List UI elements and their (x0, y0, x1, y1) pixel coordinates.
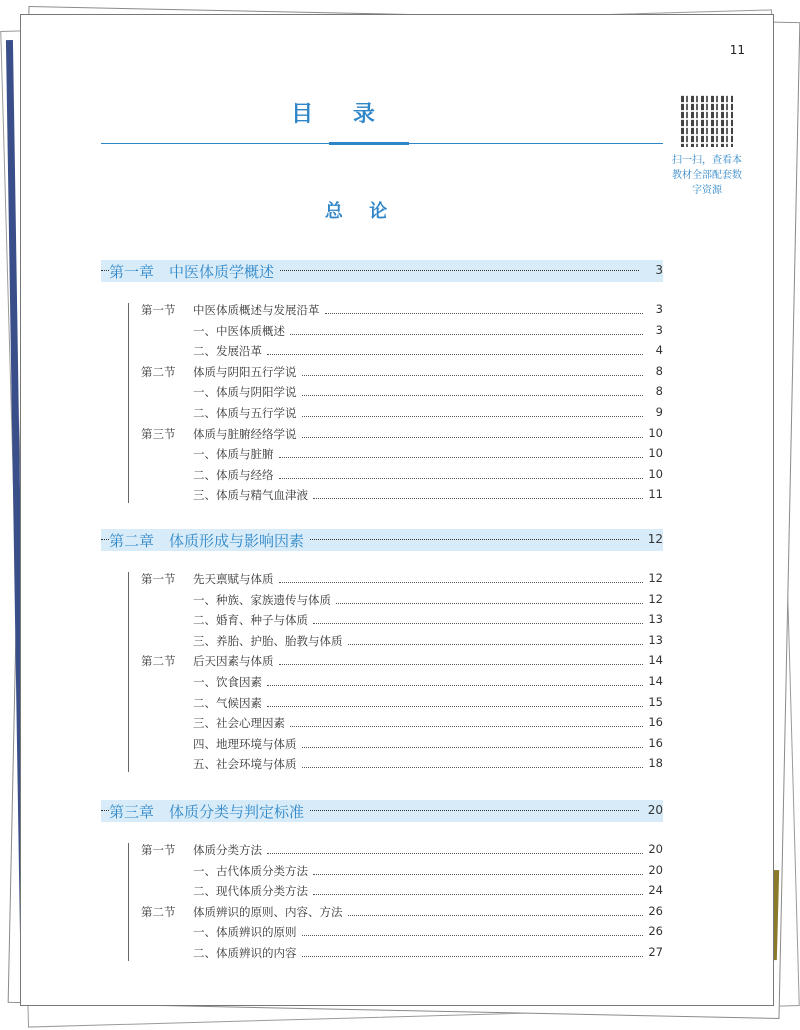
toc-subsection-entry[interactable] (141, 612, 663, 630)
entry-title: 一、体质辨识的原则 (193, 924, 302, 940)
leader-dots (279, 457, 644, 458)
leader-dots (302, 747, 644, 748)
qr-caption: 扫一扫，查看本教材全部配套数字资源 (672, 155, 742, 196)
entry-page: 14 (645, 653, 663, 667)
entry-page: 10 (645, 467, 663, 481)
section-bracket (128, 572, 129, 772)
toc-subsection-entry[interactable] (141, 487, 663, 505)
chapter-title: 第三章 体质分类与判定标准 (109, 801, 310, 822)
entry-title: 一、体质与脏腑 (193, 446, 279, 462)
chapter-2-heading[interactable] (101, 529, 663, 551)
section-bracket (128, 843, 129, 961)
leader-dots (302, 935, 644, 936)
entry-page: 16 (645, 715, 663, 729)
leader-dots (267, 853, 643, 854)
leader-dots (325, 313, 644, 314)
toc-subsection-entry[interactable] (141, 883, 663, 901)
toc-subsection-entry[interactable] (141, 924, 663, 942)
entry-title: 中医体质概述与发展沿革 (193, 302, 325, 318)
toc-subsection-entry[interactable] (141, 715, 663, 733)
entry-title: 先天禀赋与体质 (193, 571, 279, 587)
leader-dots (290, 726, 643, 727)
leader-dots (336, 603, 643, 604)
chapter-1-heading[interactable] (101, 260, 663, 282)
entry-title: 二、现代体质分类方法 (193, 883, 313, 899)
entry-page: 20 (645, 863, 663, 877)
leader-dots (279, 582, 644, 583)
leader-dots (348, 915, 644, 916)
qr-code-icon[interactable] (681, 95, 733, 147)
entry-title: 二、气候因素 (193, 695, 267, 711)
section-bracket (128, 303, 129, 503)
toc-subsection-entry[interactable] (141, 467, 663, 485)
chapter-page: 3 (651, 263, 663, 277)
entry-title: 三、体质与精气血津液 (193, 487, 313, 503)
toc-section-entry[interactable] (141, 571, 663, 589)
chapter-title: 第一章 中医体质学概述 (109, 261, 280, 282)
entry-title: 四、地理环境与体质 (193, 736, 302, 752)
entry-page: 15 (645, 695, 663, 709)
leader-dots (302, 375, 644, 376)
section-label: 第三节 (141, 426, 176, 441)
leader-dots (267, 685, 643, 686)
toc-subsection-entry[interactable] (141, 945, 663, 963)
toc-section-entry[interactable] (141, 364, 663, 382)
toc-subsection-entry[interactable] (141, 736, 663, 754)
leader-dots (302, 437, 644, 438)
toc-section-entry[interactable] (141, 302, 663, 320)
entry-title: 体质辨识的原则、内容、方法 (193, 904, 348, 920)
toc-subsection-entry[interactable] (141, 343, 663, 361)
toc-subsection-entry[interactable] (141, 674, 663, 692)
toc-page (20, 14, 774, 1006)
entry-title: 三、养胎、护胎、胎教与体质 (193, 633, 348, 649)
leader-dots (302, 767, 644, 768)
entry-page: 8 (653, 384, 663, 398)
section-label: 第一节 (141, 843, 176, 857)
chapter-page: 20 (644, 803, 663, 817)
leader-dots (302, 395, 644, 396)
section-label: 第二节 (141, 654, 176, 669)
leader-dots (348, 644, 644, 645)
entry-title: 一、中医体质概述 (193, 323, 290, 339)
entry-page: 11 (645, 487, 663, 501)
leader-dots (302, 956, 644, 957)
entry-page: 27 (645, 945, 663, 959)
leader-dots (313, 894, 643, 895)
entry-title: 二、体质辨识的内容 (193, 945, 302, 961)
entry-title: 体质与脏腑经络学说 (193, 426, 302, 442)
leader-dots (313, 874, 643, 875)
entry-title: 一、种族、家族遗传与体质 (193, 592, 336, 608)
toc-subsection-entry[interactable] (141, 405, 663, 423)
entry-title: 体质与阴阳五行学说 (193, 364, 302, 380)
entry-page: 12 (645, 592, 663, 606)
toc-subsection-entry[interactable] (141, 695, 663, 713)
entry-title: 三、社会心理因素 (193, 715, 290, 731)
entry-page: 26 (645, 924, 663, 938)
entry-page: 24 (645, 883, 663, 897)
entry-page: 14 (645, 674, 663, 688)
leader-dots (302, 416, 644, 417)
toc-section-entry[interactable] (141, 842, 663, 860)
entry-title: 二、婚育、种子与体质 (193, 612, 313, 628)
section-label: 第一节 (141, 303, 176, 317)
leader-dots (267, 706, 643, 707)
entry-title: 一、体质与阴阳学说 (193, 384, 302, 400)
entry-title: 二、体质与五行学说 (193, 405, 302, 421)
entry-page: 13 (645, 612, 663, 626)
toc-subsection-entry[interactable] (141, 446, 663, 464)
leader-dots (267, 354, 643, 355)
title-rule-accent (329, 142, 409, 145)
entry-page: 4 (653, 343, 663, 357)
leader-dots (290, 334, 643, 335)
toc-subsection-entry[interactable] (141, 633, 663, 651)
leader-dots (313, 498, 643, 499)
chapter-title: 第二章 体质形成与影响因素 (109, 530, 310, 551)
entry-page: 10 (645, 426, 663, 440)
entry-page: 9 (653, 405, 663, 419)
entry-page: 12 (645, 571, 663, 585)
leader-dots (279, 664, 644, 665)
entry-page: 8 (653, 364, 663, 378)
page-number: 11 (729, 43, 745, 57)
entry-page: 20 (645, 842, 663, 856)
section-label: 第二节 (141, 364, 176, 379)
page-title: 目 录 (291, 102, 391, 127)
entry-page: 26 (645, 904, 663, 918)
entry-title: 五、社会环境与体质 (193, 756, 302, 772)
entry-title: 二、体质与经络 (193, 467, 279, 483)
entry-page: 13 (645, 633, 663, 647)
entry-page: 3 (653, 323, 663, 337)
leader-dots (279, 478, 644, 479)
chapter-page: 12 (644, 532, 663, 546)
toc-subsection-entry[interactable] (141, 863, 663, 881)
toc-section-entry[interactable] (141, 653, 663, 671)
entry-page: 10 (645, 446, 663, 460)
section-label: 第二节 (141, 904, 176, 919)
toc-section-entry[interactable] (141, 426, 663, 444)
chapter-3-heading[interactable] (101, 800, 663, 822)
toc-subsection-entry[interactable] (141, 384, 663, 402)
entry-title: 一、古代体质分类方法 (193, 863, 313, 879)
section-label: 第一节 (141, 572, 176, 586)
leader-dots (313, 623, 643, 624)
entry-title: 一、饮食因素 (193, 674, 267, 690)
entry-page: 18 (645, 756, 663, 770)
toc-subsection-entry[interactable] (141, 756, 663, 774)
entry-page: 3 (653, 302, 663, 316)
entry-page: 16 (645, 736, 663, 750)
entry-title: 体质分类方法 (193, 842, 267, 858)
toc-subsection-entry[interactable] (141, 323, 663, 341)
entry-title: 二、发展沿革 (193, 343, 267, 359)
entry-title: 后天因素与体质 (193, 653, 279, 669)
toc-section-entry[interactable] (141, 904, 663, 922)
toc-subsection-entry[interactable] (141, 592, 663, 610)
section-title: 总 论 (324, 201, 398, 222)
